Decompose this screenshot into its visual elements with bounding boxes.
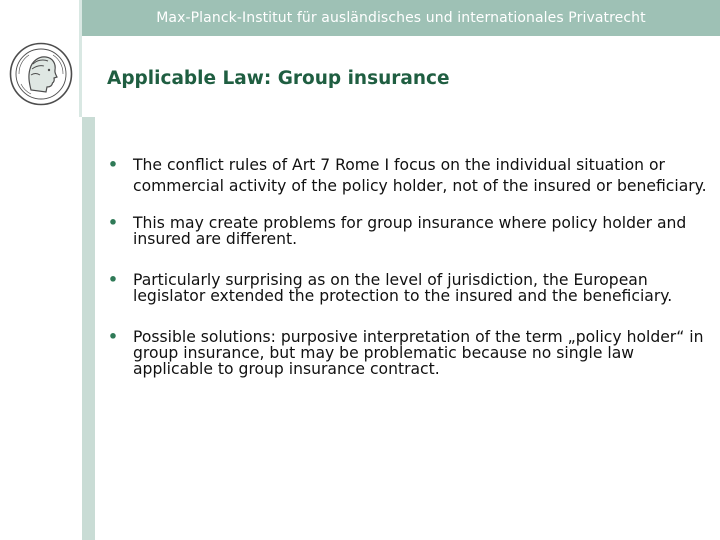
bullet-text: Particularly surprising as on the level of jurisdiction, the European legislator extended the protection to the insured and the beneficiary.: [133, 271, 673, 305]
bullet-icon: •: [108, 214, 118, 232]
bullet-item: [108, 215, 708, 247]
bullet-item: [108, 155, 708, 197]
bullet-icon: •: [108, 156, 118, 174]
bullet-text: This may create problems for group insurance where policy holder and insured are different.: [133, 214, 687, 248]
side-accent-bar: [82, 117, 95, 540]
minerva-head-logo-icon: [9, 42, 73, 106]
bullet-item: [108, 329, 708, 377]
bullet-icon: •: [108, 271, 118, 289]
institute-name: Max-Planck-Institut für ausländisches und internationales Privatrecht: [156, 10, 646, 26]
logo-box: [0, 0, 82, 117]
bullet-list: [108, 155, 708, 377]
bullet-text: The conflict rules of Art 7 Rome I focus on the individual situation or commercial activity of the policy holder, not of the insured or beneficiary.: [133, 156, 707, 195]
bullet-item: [108, 272, 708, 304]
bullet-icon: •: [108, 328, 118, 346]
bullet-text: Possible solutions: purposive interpretation of the term „policy holder“ in group insurance, but may be problematic because no single law applicable to group insurance contract.: [133, 328, 704, 378]
header-bar: [0, 0, 720, 36]
slide-title: Applicable Law: Group insurance: [107, 68, 450, 89]
